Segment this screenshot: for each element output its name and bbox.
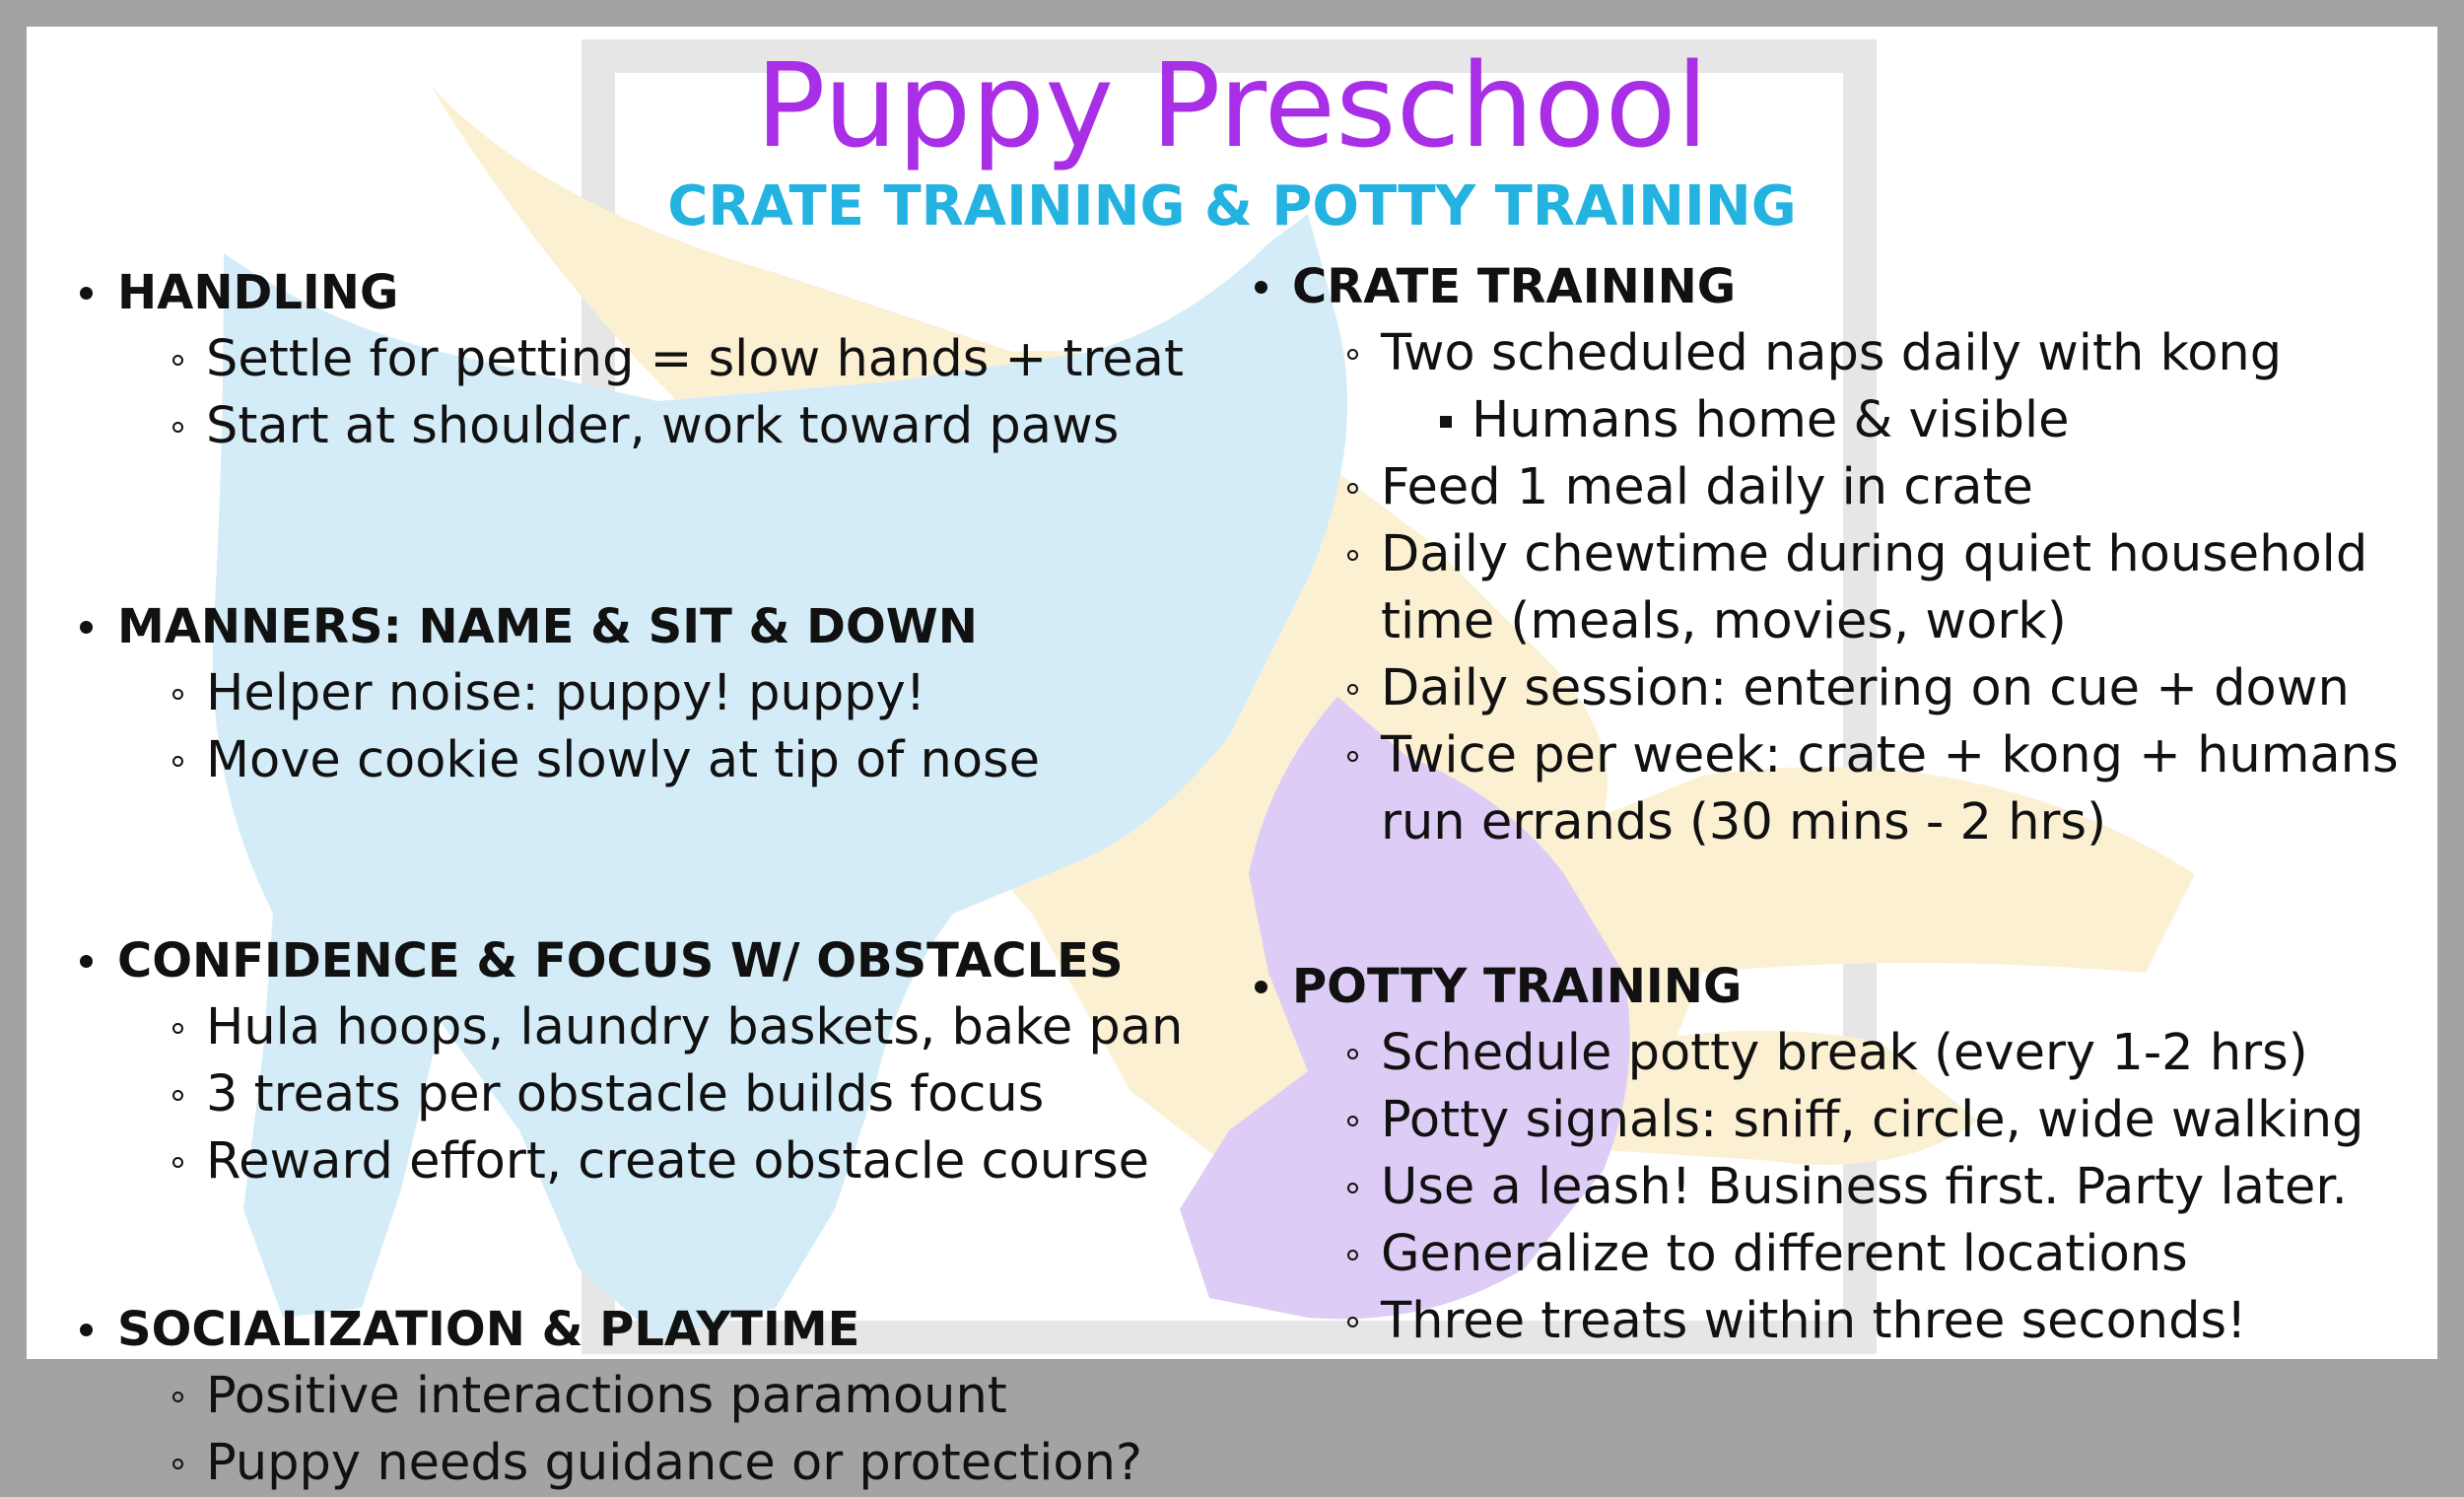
section-items xyxy=(74,326,1257,460)
section-items xyxy=(74,660,1257,794)
list-item: Schedule potty break (every 1-2 hrs) xyxy=(1249,1020,2431,1087)
section-items xyxy=(74,1363,1257,1497)
section-potty-training xyxy=(1249,953,2431,1355)
list-item: Settle for petting = slow hands + treat xyxy=(74,326,1257,393)
section-heading: MANNERS: NAME & SIT & DOWN xyxy=(74,593,1257,660)
list-item: Helper noise: puppy! puppy! xyxy=(74,660,1257,727)
section-heading: SOCIALIZATION & PLAYTIME xyxy=(74,1296,1257,1363)
section-items xyxy=(1249,320,2431,856)
list-item: Three treats within three seconds! xyxy=(1249,1288,2431,1355)
list-item: Feed 1 meal daily in crate xyxy=(1249,454,2431,521)
section-crate-training xyxy=(1249,253,2431,856)
list-item: Reward effort, create obstacle course xyxy=(74,1128,1257,1195)
list-item: Puppy needs guidance or protection? xyxy=(74,1430,1257,1497)
slide-card xyxy=(27,27,2437,1492)
section-socialization xyxy=(74,1296,1257,1497)
section-heading: CONFIDENCE & FOCUS W/ OBSTACLES xyxy=(74,927,1257,994)
list-item: Positive interactions paramount xyxy=(74,1363,1257,1430)
section-items xyxy=(74,994,1257,1195)
nested-list-item: Humans home & visible xyxy=(1249,387,2431,454)
right-column xyxy=(1249,253,2431,1355)
section-handling xyxy=(74,259,1257,460)
section-items xyxy=(1249,1020,2431,1355)
section-heading: CRATE TRAINING xyxy=(1249,253,2431,320)
page-subtitle: CRATE TRAINING & POTTY TRAINING xyxy=(667,174,1797,238)
list-item: Start at shoulder, work toward paws xyxy=(74,393,1257,460)
section-confidence-focus xyxy=(74,927,1257,1195)
list-item: 3 treats per obstacle builds focus xyxy=(74,1061,1257,1128)
list-item: Move cookie slowly at tip of nose xyxy=(74,727,1257,794)
list-item: Daily session: entering on cue + down xyxy=(1249,655,2431,722)
list-item: Daily chewtime during quiet household time (meals, movies, work) xyxy=(1249,521,2431,655)
list-item: Potty signals: sniff, circle, wide walking xyxy=(1249,1087,2431,1154)
section-heading: POTTY TRAINING xyxy=(1249,953,2431,1020)
page-title: Puppy Preschool xyxy=(755,37,1709,173)
left-column xyxy=(74,259,1257,1497)
list-item: Twice per week: crate + kong + humans run errands (30 mins - 2 hrs) xyxy=(1249,722,2431,856)
list-item: Use a leash! Business first. Party later. xyxy=(1249,1154,2431,1221)
list-item: Generalize to different locations xyxy=(1249,1221,2431,1288)
list-item: Two scheduled naps daily with kong xyxy=(1249,320,2431,387)
list-item: Hula hoops, laundry baskets, bake pan xyxy=(74,994,1257,1061)
section-heading: HANDLING xyxy=(74,259,1257,326)
section-manners xyxy=(74,593,1257,794)
